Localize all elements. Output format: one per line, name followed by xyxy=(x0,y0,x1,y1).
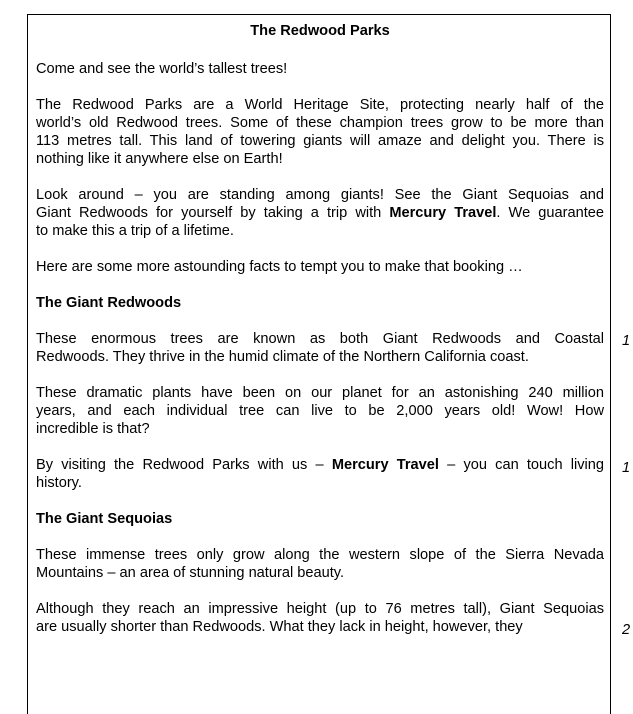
text-line: Look around – you are standing among giants! See the Giant Sequoias and xyxy=(36,187,604,203)
paragraph xyxy=(36,456,604,492)
text-line: world’s old Redwood trees. Some of these champion trees grow to be more than xyxy=(36,115,604,131)
text-line: The Redwood Parks are a World Heritage Site, protecting nearly half of the xyxy=(36,97,604,113)
line-number: 1 xyxy=(622,333,631,349)
text-line: are usually shorter than Redwoods. What they lack in height, however, they xyxy=(36,619,523,635)
section-heading: The Giant Sequoias xyxy=(36,511,173,527)
document-body xyxy=(36,22,604,654)
text-line: 113 metres tall. This land of towering giants will amaze and delight you. There is xyxy=(36,133,604,149)
text-line: By visiting the Redwood Parks with us – Mercury Travel – you can touch living xyxy=(36,457,604,473)
paragraph xyxy=(36,96,604,168)
text-line: Although they reach an impressive height (up to 76 metres tall), Giant Sequoias xyxy=(36,601,604,617)
paragraph xyxy=(36,330,604,366)
text-line: These dramatic plants have been on our planet for an astonishing 240 million xyxy=(36,385,604,401)
text-line: to make this a trip of a lifetime. xyxy=(36,223,234,239)
paragraph xyxy=(36,600,604,636)
paragraph xyxy=(36,384,604,438)
text-line: incredible is that? xyxy=(36,421,150,437)
paragraph xyxy=(36,186,604,240)
line-number: 2 xyxy=(622,622,631,638)
text-line: Redwoods. They thrive in the humid climate of the Northern California coast. xyxy=(36,349,529,365)
text-line: Here are some more astounding facts to tempt you to make that booking … xyxy=(36,259,523,275)
text-line: history. xyxy=(36,475,82,491)
text-line: nothing like it anywhere else on Earth! xyxy=(36,151,283,167)
text-line: Mountains – an area of stunning natural beauty. xyxy=(36,565,345,581)
section-heading: The Giant Redwoods xyxy=(36,295,182,311)
text-line: These enormous trees are known as both Giant Redwoods and Coastal xyxy=(36,331,604,347)
text-line: years, and each individual tree can live to be 2,000 years old! Wow! How xyxy=(36,403,604,419)
text-line: Giant Redwoods for yourself by taking a trip with Mercury Travel. We guarantee xyxy=(36,205,604,221)
text-line: These immense trees only grow along the western slope of the Sierra Nevada xyxy=(36,547,604,563)
paragraph xyxy=(36,60,604,78)
brand-name: Mercury Travel xyxy=(331,457,439,473)
paragraph xyxy=(36,546,604,582)
text-line: Come and see the world’s tallest trees! xyxy=(36,61,288,77)
brand-name: Mercury Travel xyxy=(389,205,497,221)
line-number: 1 xyxy=(622,460,631,476)
paragraph xyxy=(36,258,604,276)
document-title: The Redwood Parks xyxy=(250,23,390,39)
